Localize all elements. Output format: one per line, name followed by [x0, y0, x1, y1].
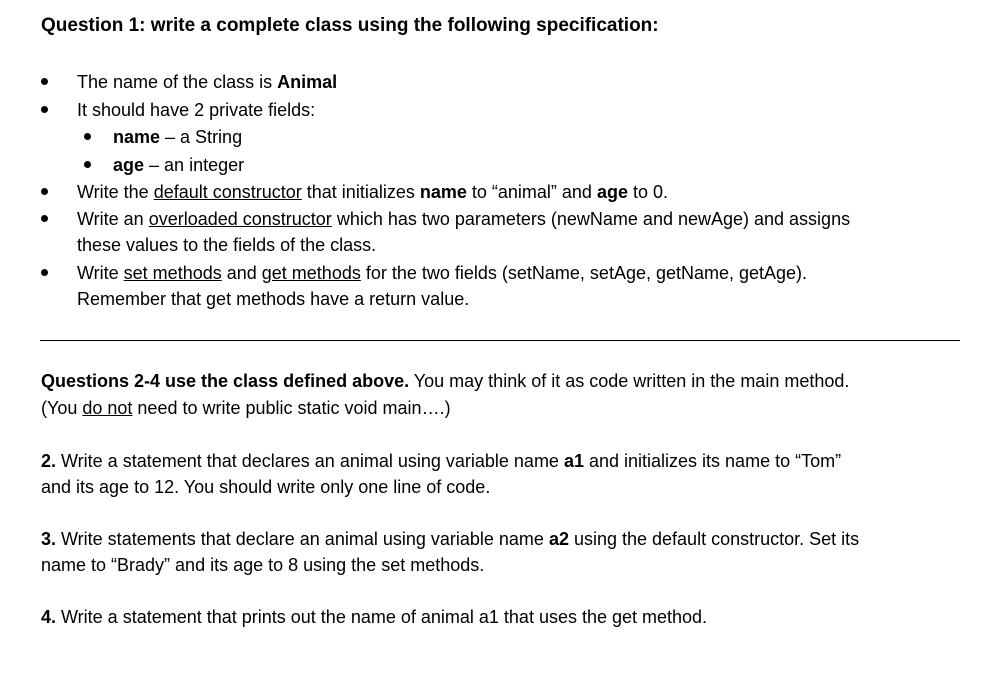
- get-methods-underlined: get methods: [261, 263, 361, 283]
- field-type-text: – an integer: [144, 155, 245, 175]
- questions-intro: [41, 370, 849, 392]
- intro-text: need to write public static void main….): [132, 398, 451, 418]
- question-text: and initializes its name to “Tom”: [583, 451, 842, 471]
- question-text: Write a statement that prints out the name of animal a1 that uses the get method.: [56, 607, 708, 627]
- spec-text: Write the: [77, 182, 154, 202]
- spec-text: for the two fields (setName, setAge, getName, getAge).: [360, 263, 808, 283]
- age-bold: age: [596, 182, 628, 202]
- bullet-icon: [41, 188, 48, 195]
- bullet-icon: [41, 269, 48, 276]
- bullet-icon: [84, 161, 91, 168]
- spec-overloaded-constructor-line2: these values to the fields of the class.: [77, 235, 377, 255]
- questions-intro-line2: [41, 397, 451, 419]
- spec-text: to “animal” and: [466, 182, 597, 202]
- question-3-line2: name to “Brady” and its age to 8 using the set methods.: [41, 555, 485, 575]
- spec-set-get-methods-line2: Remember that get methods have a return value.: [77, 289, 470, 309]
- variable-a1-bold: a1: [563, 451, 584, 471]
- set-methods-underlined: set methods: [123, 263, 222, 283]
- field-type-text: – a String: [160, 127, 243, 147]
- question-text: Write statements that declare an animal using variable name: [56, 529, 549, 549]
- spec-text: Write: [77, 263, 124, 283]
- field-name-bold: name: [113, 127, 161, 147]
- spec-text: Write an: [77, 209, 149, 229]
- field-age-item: [113, 154, 244, 176]
- question-3: [41, 528, 859, 550]
- do-not-underlined: do not: [82, 398, 133, 418]
- intro-bold: Questions 2-4 use the class defined above.: [41, 371, 410, 391]
- bullet-icon: [41, 78, 48, 85]
- intro-text: (You: [41, 398, 83, 418]
- field-age-bold: age: [113, 155, 145, 175]
- spec-text: to 0.: [627, 182, 668, 202]
- question-text: Write a statement that declares an animal using variable name: [56, 451, 564, 471]
- bullet-icon: [84, 133, 91, 140]
- spec-private-fields: It should have 2 private fields:: [77, 100, 316, 120]
- spec-overloaded-constructor: [77, 208, 850, 230]
- spec-text: and: [221, 263, 262, 283]
- spec-default-constructor: [77, 181, 668, 203]
- spec-text: The name of the class is: [77, 72, 278, 92]
- variable-a2-bold: a2: [548, 529, 569, 549]
- spec-text: which has two parameters (newName and newAge) and assigns: [331, 209, 851, 229]
- question-2: [41, 450, 841, 472]
- question-2-line2: and its age to 12. You should write only one line of code.: [41, 477, 491, 497]
- question-number: 4.: [41, 607, 57, 627]
- default-constructor-underlined: default constructor: [153, 182, 302, 202]
- question-text: using the default constructor. Set its: [568, 529, 860, 549]
- intro-text: You may think of it as code written in the main method.: [409, 371, 850, 391]
- spec-text: that initializes: [301, 182, 420, 202]
- name-bold: name: [419, 182, 467, 202]
- question-4: [41, 606, 707, 628]
- section-divider: [40, 340, 960, 341]
- spec-set-get-methods: [77, 262, 807, 284]
- spec-class-name: [77, 71, 337, 93]
- class-name-bold: Animal: [277, 72, 338, 92]
- question-1-title: Question 1: write a complete class using the following specification:: [41, 15, 659, 36]
- field-name-item: [113, 126, 242, 148]
- bullet-icon: [41, 106, 48, 113]
- question-number: 2.: [41, 451, 57, 471]
- question-number: 3.: [41, 529, 57, 549]
- overloaded-constructor-underlined: overloaded constructor: [148, 209, 332, 229]
- bullet-icon: [41, 215, 48, 222]
